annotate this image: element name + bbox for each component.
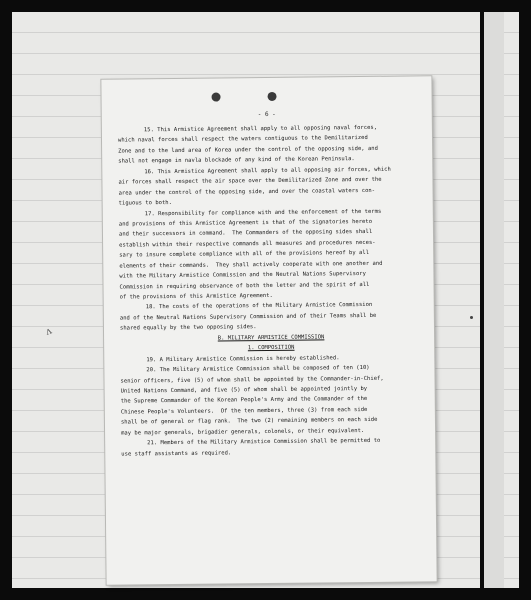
text-line: with the Military Armistice Commission and the Neutral Nations Supervisory [119, 271, 366, 280]
text-line: Commission in requiring observance of both the letter and the spirit of all [119, 281, 370, 291]
text-line: which naval forces shall respect the waters contiguous to the Demilitarized [117, 135, 368, 145]
text-line: elements of their commands. They shall actively cooperate with one another and [119, 260, 383, 270]
text-line: may be major generals, brigadier generals, colonels, or their equivalent. [121, 427, 365, 437]
film-dust-spot [470, 316, 473, 319]
text-line: Zone and to the land area of Korea under the control of the opposing side, and [118, 145, 378, 155]
binder-hole-left [212, 92, 221, 101]
text-line: 17. Responsibility for compliance with and the enforcement of the terms [144, 208, 382, 217]
text-line: area under the control of the opposing side, and over the coastal waters con- [118, 187, 376, 197]
text-line: air forces shall respect the air space over the Demilitarized Zone and over the [118, 177, 382, 186]
text-line: B. MILITARY ARMISTICE COMMISSION [217, 334, 325, 342]
text-line: 1. COMPOSITION [247, 344, 295, 352]
text-line: 15. This Armistice Agreement shall apply to all opposing naval forces, [143, 124, 378, 134]
text-line: establish within their respective commands all measures and procedures neces- [119, 239, 376, 249]
text-line: the Supreme Commander of the Korean People's Army and the Commander of the [120, 396, 368, 405]
text-line: and their successors in command. The Commanders of the opposing sides shall [118, 229, 373, 238]
text-line: 21. Members of the Military Armistice Commission shall be permitted to [147, 437, 381, 447]
handwritten-margin-mark: ʌ [44, 325, 54, 338]
page-number: - 6 - [257, 110, 276, 119]
text-line: sary to insure complete compliance with all of the provisions hereof by all [119, 250, 370, 259]
text-line: shall not engage in navla blockade of any kind of the Korean Peninsula. [118, 156, 355, 165]
text-line: shall be of general or flag rank. The two (2) remaining members on each side [120, 417, 378, 426]
text-line: of the provisions of this Armistice Agreement. [119, 292, 273, 301]
text-line: senior officers, five (5) of whom shall be appointed by the Commander-in-Chief, [120, 375, 384, 385]
text-line: 19. A Military Armistice Commission is hereby established. [146, 354, 340, 363]
film-edge-strip [480, 12, 504, 588]
text-line: 18. The costs of the operations of the Military Armistice Commission [145, 302, 373, 311]
text-line: shared equally by the two opposing sides. [119, 324, 257, 332]
text-line: use staff assistants as required. [121, 449, 232, 458]
text-line: 16. This Armistice Agreement shall apply to all opposing air forces, which [144, 166, 391, 176]
text-line: Chinese People's Volunteers. Of the ten members, three (3) from each side [120, 406, 368, 416]
binder-hole-right [268, 92, 277, 101]
document-page [101, 76, 436, 584]
text-line: and of the Neutral Nations Supervisory Commission and of their Teams shall be [119, 312, 377, 322]
text-line: tiguous to both. [118, 200, 173, 207]
text-line: and provisions of this Armistice Agreement is that of the signatories hereto [118, 218, 373, 228]
text-line: 20. The Military Armistice Commission shall be composed of ten (10) [146, 365, 370, 374]
document-body [118, 122, 423, 459]
text-line: United Nations Command, and five (5) of whom shall be appointed jointly by [120, 385, 368, 395]
